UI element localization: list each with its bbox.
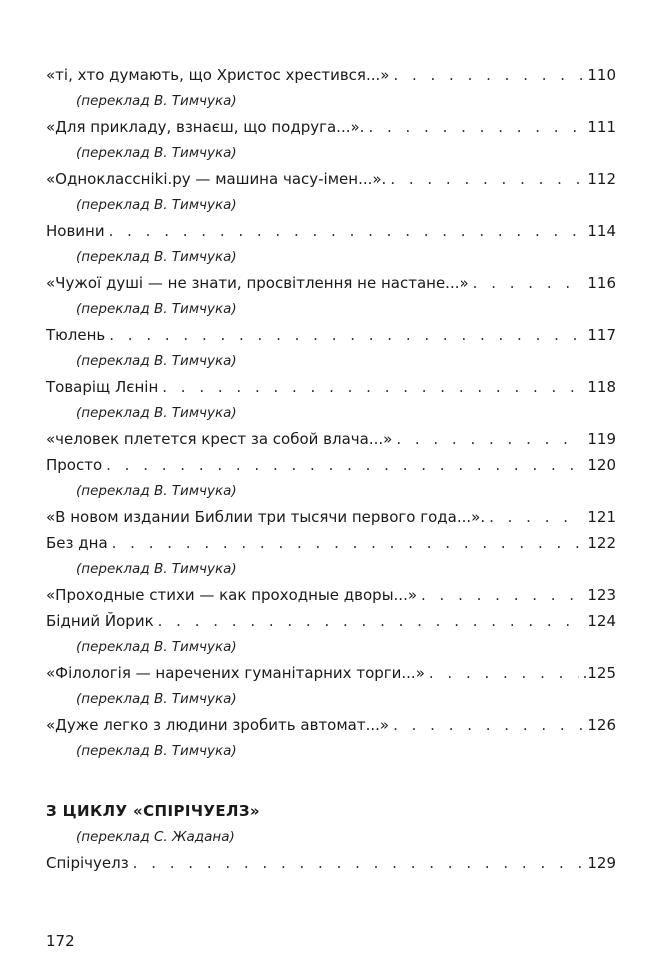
entry-translator: (переклад В. Тимчука): [76, 301, 237, 317]
entry-translator: (переклад В. Тимчука): [76, 405, 237, 421]
entry-title: «Дуже легко з людини зробить автомат...»: [46, 716, 390, 734]
leader-dots: [133, 850, 584, 876]
entry-page: 116: [587, 274, 616, 292]
entry-translator: (переклад В. Тимчука): [76, 561, 237, 577]
entry-title: «Чужої душі — не знати, просвітлення не настане...»: [46, 274, 469, 292]
entry-page: .125: [582, 664, 616, 682]
leader-dots: [473, 270, 584, 296]
toc-entry-group: [46, 62, 616, 114]
toc-entry: [46, 218, 616, 244]
toc-entry: [46, 608, 616, 634]
entry-translator: (переклад В. Тимчука): [76, 353, 237, 369]
toc-entry-group: [46, 166, 616, 218]
entry-page: 129: [587, 854, 616, 872]
toc-entry-group: [46, 712, 616, 764]
toc-entry-group: [46, 452, 616, 504]
entry-title: Новини: [46, 222, 105, 240]
toc-entry: [46, 322, 616, 348]
entry-page: 119: [587, 430, 616, 448]
leader-dots: [109, 322, 583, 348]
page-number: 172: [46, 932, 75, 950]
entry-translator: (переклад В. Тимчука): [76, 691, 237, 707]
entry-title: «Одноклассніki.ру — машина часу-імен...».: [46, 170, 387, 188]
toc-entry-group: [46, 504, 616, 530]
leader-dots: [390, 166, 583, 192]
entry-title: Спірічуелз: [46, 854, 129, 872]
toc-entries: [46, 62, 616, 764]
entry-translator: (переклад В. Тимчука): [76, 197, 237, 213]
leader-dots: [106, 452, 583, 478]
toc-entry-group: [46, 374, 616, 426]
toc-entry-group: [46, 426, 616, 452]
toc-entry-group: [46, 114, 616, 166]
leader-dots: [396, 426, 583, 452]
leader-dots: [393, 62, 583, 88]
entry-title: «Для прикладу, взнаєш, що подруга...».: [46, 118, 365, 136]
entry-page: 120: [587, 456, 616, 474]
leader-dots: [393, 712, 583, 738]
entry-title: «В новом издании Библии три тысячи первого года...».: [46, 508, 486, 526]
toc-entry: [46, 114, 616, 140]
leader-dots: [368, 114, 583, 140]
section-translator: (переклад С. Жадана): [76, 829, 235, 845]
table-of-contents: [46, 62, 616, 876]
entry-page: 126: [587, 716, 616, 734]
toc-entry: [46, 660, 616, 686]
entry-title: «человек плетется крест за собой влача...»: [46, 430, 393, 448]
toc-entry: [46, 850, 616, 876]
toc-entry-group: [46, 218, 616, 270]
entry-translator: (переклад В. Тимчука): [76, 249, 237, 265]
toc-entry-group: [46, 660, 616, 712]
entry-title: Без дна: [46, 534, 108, 552]
entry-title: Товаріщ Лєнін: [46, 378, 159, 396]
entry-translator: (переклад В. Тимчука): [76, 145, 237, 161]
toc-entry-group: [46, 582, 616, 608]
toc-entry: [46, 712, 616, 738]
leader-dots: [421, 582, 583, 608]
entry-page: 124: [587, 612, 616, 630]
toc-entry: [46, 62, 616, 88]
entry-title: Просто: [46, 456, 103, 474]
toc-entry: [46, 582, 616, 608]
section-heading: З ЦИКЛУ «СПІРІЧУЕЛЗ»: [46, 802, 261, 820]
entry-title: Бідний Йорик: [46, 612, 154, 630]
entry-page: 112: [587, 170, 616, 188]
leader-dots: [162, 374, 583, 400]
toc-entry-group: [46, 530, 616, 582]
entry-translator: (переклад В. Тимчука): [76, 743, 237, 759]
toc-entry: [46, 374, 616, 400]
entry-title: Тюлень: [46, 326, 106, 344]
entry-title: «Проходные стихи — как проходные дворы...»: [46, 586, 418, 604]
toc-entry: [46, 270, 616, 296]
entry-translator: (переклад В. Тимчука): [76, 483, 237, 499]
entry-page: 111: [587, 118, 616, 136]
entry-page: 121: [587, 508, 616, 526]
entry-page: 118: [587, 378, 616, 396]
entry-title: «Філологія — наречених гуманітарних торги...»: [46, 664, 425, 682]
entry-title: «ті, хто думають, що Христос хрестився...»: [46, 66, 390, 84]
entry-page: 122: [587, 534, 616, 552]
entry-translator: (переклад В. Тимчука): [76, 639, 237, 655]
entry-translator: (переклад В. Тимчука): [76, 93, 237, 109]
toc-entry: [46, 452, 616, 478]
leader-dots: [429, 660, 579, 686]
toc-entry-group: [46, 322, 616, 374]
toc-entry-group: [46, 270, 616, 322]
leader-dots: [489, 504, 583, 530]
leader-dots: [158, 608, 584, 634]
toc-entry: [46, 530, 616, 556]
entry-page: 123: [587, 586, 616, 604]
toc-entry: [46, 166, 616, 192]
entry-page: 117: [587, 326, 616, 344]
leader-dots: [112, 530, 584, 556]
toc-entry: [46, 504, 616, 530]
toc-entry: [46, 426, 616, 452]
leader-dots: [109, 218, 584, 244]
entry-page: 110: [587, 66, 616, 84]
toc-entry-group: [46, 608, 616, 660]
entry-page: 114: [587, 222, 616, 240]
